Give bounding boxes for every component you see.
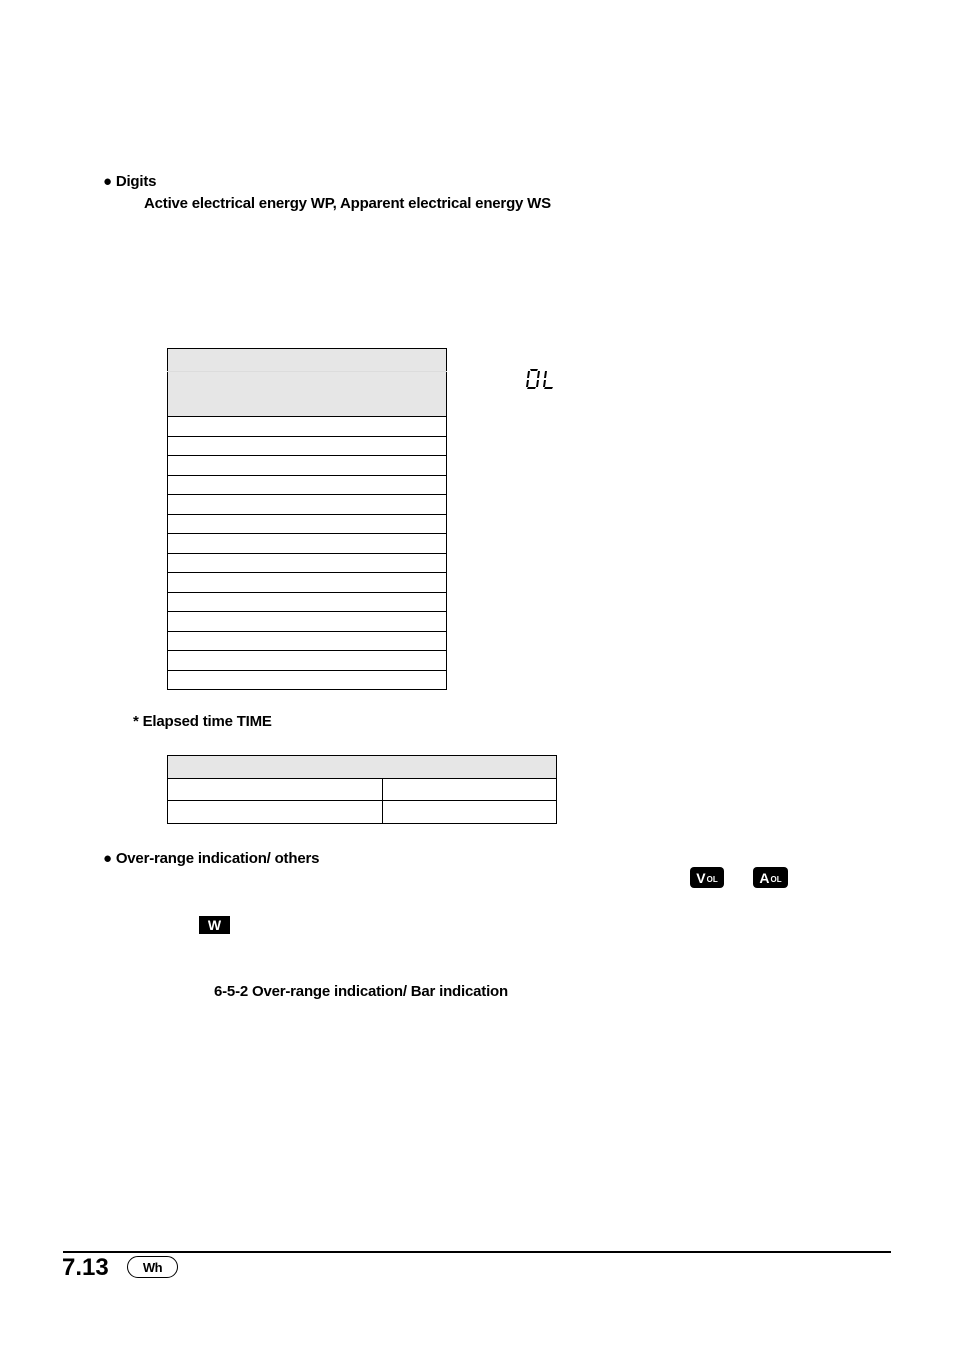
digits-table: [167, 348, 447, 690]
time-table-header: [168, 756, 557, 779]
table-row: [168, 495, 447, 515]
table-row: [168, 651, 447, 671]
table-row: [168, 456, 447, 476]
table-row: [168, 801, 557, 824]
time-table: [167, 755, 557, 824]
digits-heading: ● Digits: [103, 173, 157, 190]
table-row: [168, 436, 447, 456]
table-row: [168, 670, 447, 690]
page-number: 7.13: [62, 1254, 109, 1281]
table-row: [168, 514, 447, 534]
table-row: [168, 612, 447, 632]
table-row: [168, 553, 447, 573]
table-row: [168, 573, 447, 593]
wh-mode-icon: [127, 1256, 178, 1278]
v-overload-badge-icon: V OL: [690, 867, 724, 888]
w-badge-icon: W: [199, 916, 230, 934]
table-row: [168, 475, 447, 495]
digits-subheading: Active electrical energy WP, Apparent electrical energy WS: [144, 195, 551, 212]
ol-segment-icon: [526, 368, 554, 390]
overrange-heading: ● Over-range indication/ others: [103, 850, 320, 867]
wh-mode-label: Wh: [142, 1259, 163, 1275]
table-row: [168, 631, 447, 651]
table-row: [168, 534, 447, 554]
time-heading: * Elapsed time TIME: [133, 713, 272, 730]
overrange-reference: 6-5-2 Over-range indication/ Bar indication: [214, 983, 508, 1000]
table-row: [168, 592, 447, 612]
a-overload-badge-icon: A OL: [753, 867, 788, 888]
digits-table-header-bottom: [168, 372, 447, 417]
footer-rule: [63, 1251, 891, 1253]
digits-table-header-top: [168, 349, 447, 372]
table-row: [168, 417, 447, 437]
table-row: [168, 778, 557, 801]
